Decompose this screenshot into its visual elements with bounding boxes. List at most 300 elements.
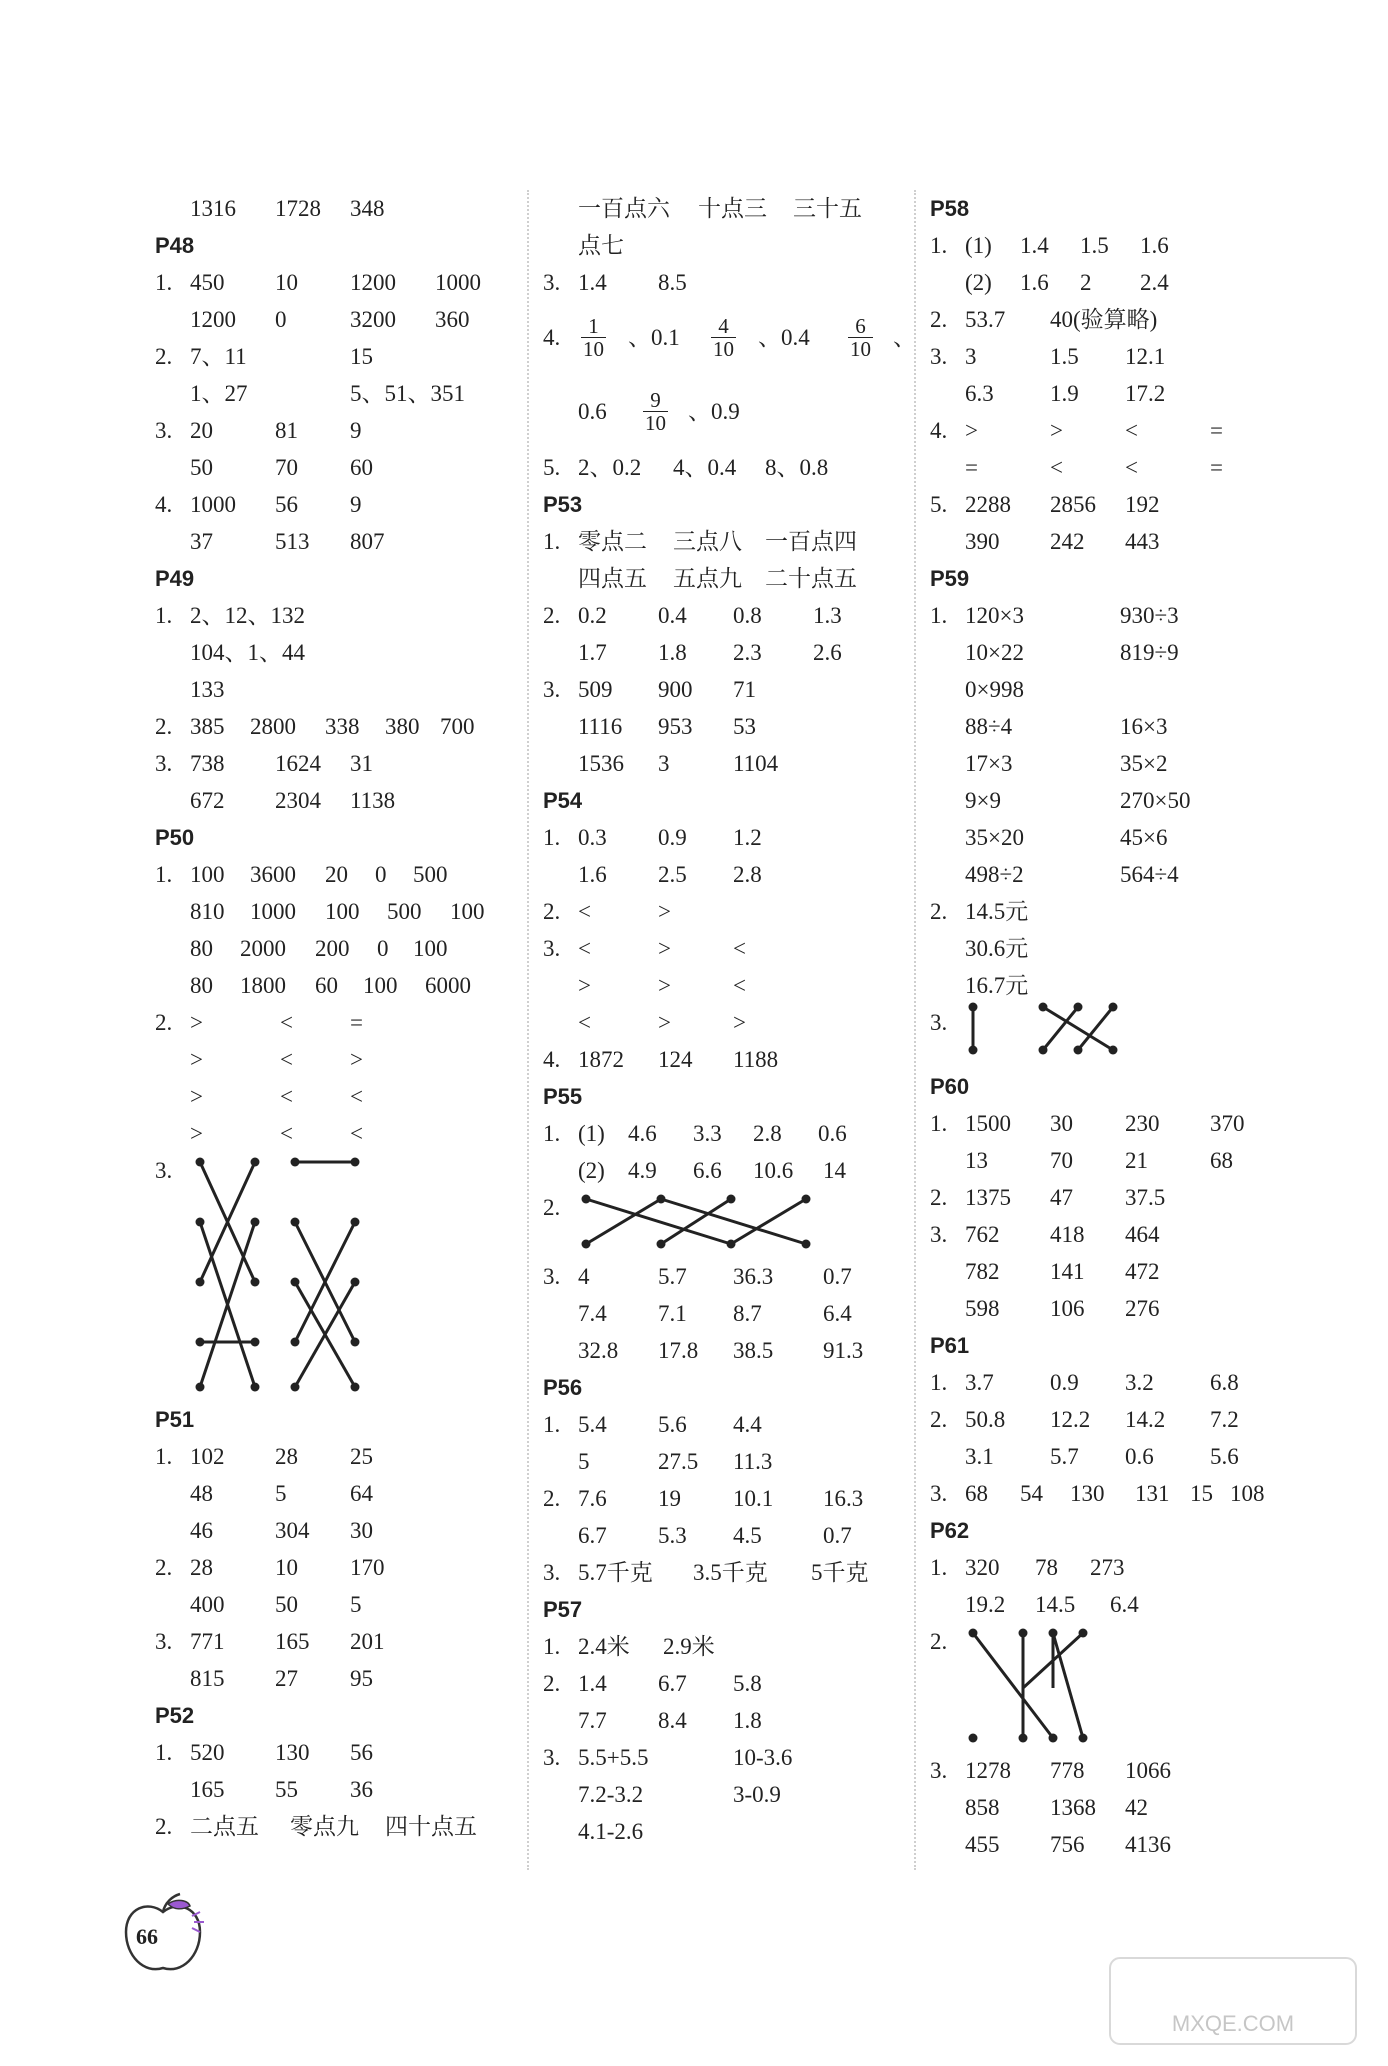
answer-value: > (658, 899, 671, 924)
page-heading: P57 (543, 1597, 583, 1622)
answer-value: 0.8 (733, 603, 762, 628)
answer-row (155, 486, 525, 523)
answer-value: 7.6 (578, 1486, 607, 1511)
answer-value: 2.8 (733, 862, 762, 887)
answer-value: 12.1 (1125, 344, 1166, 369)
question-number: 4. (543, 325, 561, 350)
match-dot (196, 1218, 205, 1227)
answer-value: 230 (1125, 1111, 1160, 1136)
question-number: 3. (543, 1745, 561, 1770)
answer-value: 7.2-3.2 (578, 1782, 644, 1807)
answer-value: 1.4 (578, 1671, 607, 1696)
answer-row (930, 1586, 1310, 1623)
answer-value: 1.4 (1020, 233, 1049, 258)
page-heading: P50 (155, 825, 195, 850)
answer-value: 819÷9 (1120, 640, 1179, 665)
answer-value: 102 (190, 1444, 225, 1469)
answer-value: 0.2 (578, 603, 607, 628)
answer-value: 242 (1050, 529, 1085, 554)
answer-value: = (965, 455, 978, 480)
answer-value: 2 (1080, 270, 1092, 295)
match-dot (351, 1278, 360, 1287)
matching-answer (543, 1189, 903, 1258)
answer-value: 35×20 (965, 825, 1024, 850)
answer-value: 0.9 (658, 825, 687, 850)
answer-value: 5.3 (658, 1523, 687, 1548)
question-number: 1. (155, 1740, 173, 1765)
match-dot (969, 1046, 978, 1055)
answer-value: 778 (1050, 1758, 1085, 1783)
answer-value: 0.7 (823, 1523, 852, 1548)
answer-value: 7、11 (190, 344, 247, 369)
page-heading: P49 (155, 566, 195, 591)
match-dot (196, 1278, 205, 1287)
answer-value: 30.6元 (965, 936, 1029, 961)
page-heading: P51 (155, 1407, 195, 1432)
answer-value: 500 (387, 899, 422, 924)
fraction (643, 389, 668, 434)
answer-value: 338 (325, 714, 360, 739)
answer-value: 360 (435, 307, 470, 332)
answer-value: 3-0.9 (733, 1782, 781, 1807)
matching-answer (155, 1152, 525, 1401)
answer-row (930, 1475, 1310, 1512)
answer-value: = (1210, 418, 1223, 443)
answer-value: 十点三 (698, 196, 767, 221)
match-dot (1039, 1046, 1048, 1055)
answer-value: = (1210, 455, 1223, 480)
m50-matching-figure (195, 1157, 385, 1392)
answer-value: 5千克 (811, 1560, 869, 1585)
answer-value: 20 (190, 418, 213, 443)
answer-value: 6.4 (1110, 1592, 1139, 1617)
answer-value: 56 (350, 1740, 373, 1765)
match-dot (1079, 1629, 1088, 1638)
answer-row (155, 412, 525, 449)
answer-value: 400 (190, 1592, 225, 1617)
answer-value: 50.8 (965, 1407, 1006, 1432)
answer-value: 0×998 (965, 677, 1024, 702)
answer-value: 1200 (190, 307, 236, 332)
answer-value: 930÷3 (1120, 603, 1179, 628)
answer-value: 320 (965, 1555, 1000, 1580)
answer-value: > (190, 1121, 203, 1146)
answer-row (543, 190, 903, 227)
answer-value: 1728 (275, 196, 321, 221)
answer-value: 11.3 (733, 1449, 773, 1474)
answer-row (155, 930, 525, 967)
question-number: 3. (930, 1758, 948, 1783)
answer-row (155, 1734, 525, 1771)
answer-value: 20 (325, 862, 348, 887)
answer-value: (2) (578, 1158, 605, 1183)
answer-value: 1104 (733, 751, 779, 776)
answer-row (155, 1808, 525, 1845)
match-dot (727, 1240, 736, 1249)
answer-value: 700 (440, 714, 475, 739)
answer-value: 70 (275, 455, 298, 480)
answer-value: 53.7 (965, 307, 1006, 332)
answer-value: 762 (965, 1222, 1000, 1247)
answer-value: < (350, 1084, 363, 1109)
answer-row (155, 856, 525, 893)
answer-value: 三十五 (793, 196, 862, 221)
answer-row (543, 634, 903, 671)
question-number: 1. (930, 603, 948, 628)
answer-row (930, 486, 1310, 523)
answer-value: 91.3 (823, 1338, 864, 1363)
question-number: 3. (155, 1158, 173, 1183)
question-number: 4. (155, 492, 173, 517)
match-dot (727, 1195, 736, 1204)
answer-row (930, 1253, 1310, 1290)
answer-value: 380 (385, 714, 420, 739)
answer-value: 5.8 (733, 1671, 762, 1696)
match-line (586, 1199, 661, 1244)
answer-value: 37.5 (1125, 1185, 1166, 1210)
answer-row (155, 634, 525, 671)
column-divider (527, 190, 529, 1870)
answer-row (543, 893, 903, 930)
answer-row (155, 893, 525, 930)
answer-value: 3 (965, 344, 977, 369)
question-number: 3. (155, 1629, 173, 1654)
apple-page-icon (118, 1890, 208, 1980)
answer-row (155, 523, 525, 560)
answer-row (930, 1549, 1310, 1586)
answer-value: < (280, 1084, 293, 1109)
answer-row (930, 1216, 1310, 1253)
answer-value: 1.7 (578, 640, 607, 665)
answer-value: 5 (350, 1592, 362, 1617)
answer-value: 31 (350, 751, 373, 776)
answer-value: 16.7元 (965, 973, 1029, 998)
answer-value: 48 (190, 1481, 213, 1506)
question-number: 3. (155, 418, 173, 443)
answer-value: 42 (1125, 1795, 1148, 1820)
answer-row (543, 523, 903, 560)
answer-value: 10.1 (733, 1486, 774, 1511)
answer-row (930, 708, 1310, 745)
question-number: 2. (930, 899, 948, 924)
question-number: 1. (543, 1121, 561, 1146)
match-dot (1109, 1046, 1118, 1055)
answer-value: 零点九 (290, 1814, 359, 1839)
answer-value: 10.6 (753, 1158, 794, 1183)
answer-value: 13 (965, 1148, 988, 1173)
answer-row (930, 819, 1310, 856)
answer-value: 68 (965, 1481, 988, 1506)
answer-row (155, 1475, 525, 1512)
answer-value: 4.1-2.6 (578, 1819, 644, 1844)
answer-row (543, 708, 903, 745)
answer-row (930, 523, 1310, 560)
answer-value: 5 (578, 1449, 590, 1474)
match-dot (1049, 1629, 1058, 1638)
question-number: 2. (155, 714, 173, 739)
answer-row (155, 1586, 525, 1623)
answer-value: 273 (1090, 1555, 1125, 1580)
answer-value: 131 (1135, 1481, 1170, 1506)
answer-row (155, 375, 525, 412)
answer-value: 1316 (190, 196, 236, 221)
answer-row (930, 1789, 1310, 1826)
answer-value: > (1050, 418, 1063, 443)
answer-value: 8.7 (733, 1301, 762, 1326)
answer-row (543, 1004, 903, 1041)
answer-row (543, 819, 903, 856)
answer-row (930, 597, 1310, 634)
answer-row (155, 597, 525, 634)
answer-value: 54 (1020, 1481, 1043, 1506)
m62-matching-figure (968, 1628, 1128, 1743)
answer-value: 1536 (578, 751, 624, 776)
answer-value: 88÷4 (965, 714, 1013, 739)
answer-value: 472 (1125, 1259, 1160, 1284)
question-number: 2. (930, 307, 948, 332)
answer-value: > (190, 1047, 203, 1072)
answer-value: 14.5元 (965, 899, 1029, 924)
answer-value: 133 (190, 677, 225, 702)
answer-value: 27 (275, 1666, 298, 1691)
answer-row (930, 967, 1310, 1004)
answer-value: 7.1 (658, 1301, 687, 1326)
answer-value: < (733, 936, 746, 961)
answer-value: 1375 (965, 1185, 1011, 1210)
match-line (661, 1199, 806, 1244)
answer-value: 1、27 (190, 381, 248, 406)
answer-value: 5.6 (658, 1412, 687, 1437)
answer-value: 5.7 (1050, 1444, 1079, 1469)
answer-value: 0.3 (578, 825, 607, 850)
answer-value: > (190, 1010, 203, 1035)
match-dot (582, 1240, 591, 1249)
question-number: 1. (543, 1634, 561, 1659)
denominator: 10 (850, 337, 871, 361)
answer-value: 1800 (240, 973, 286, 998)
answer-value: 一百点四 (765, 529, 857, 554)
answer-value: 6.3 (965, 381, 994, 406)
match-dot (251, 1218, 260, 1227)
answer-row (930, 1290, 1310, 1327)
answer-value: 27.5 (658, 1449, 699, 1474)
answer-row (543, 1739, 903, 1776)
match-dot (1074, 1003, 1083, 1012)
answer-row (543, 1813, 903, 1850)
answer-value: 38.5 (733, 1338, 774, 1363)
page-heading: P59 (930, 566, 970, 591)
answer-value: 4、0.4 (673, 455, 737, 480)
answer-value: 1624 (275, 751, 321, 776)
match-dot (291, 1383, 300, 1392)
answer-value: 1138 (350, 788, 396, 813)
answer-value: < (578, 899, 591, 924)
answer-value: 1188 (733, 1047, 779, 1072)
answer-value: 6.7 (658, 1671, 687, 1696)
answer-value: 1.4 (578, 270, 607, 295)
answer-value: 2856 (1050, 492, 1096, 517)
match-line (731, 1199, 806, 1244)
answer-value: 418 (1050, 1222, 1085, 1247)
answer-row (543, 1554, 903, 1591)
answer-row (930, 227, 1310, 264)
question-number: 2. (155, 1010, 173, 1035)
match-line (586, 1199, 731, 1244)
answer-value: 60 (315, 973, 338, 998)
answer-row (543, 745, 903, 782)
question-number: 3. (155, 751, 173, 776)
answer-row (155, 1771, 525, 1808)
answer-value: 2.8 (753, 1121, 782, 1146)
answer-row (543, 560, 903, 597)
match-line (661, 1199, 731, 1244)
answer-value: 点七 (578, 233, 624, 258)
answer-value: 672 (190, 788, 225, 813)
answer-value: 12.2 (1050, 1407, 1091, 1432)
match-dot (1109, 1003, 1118, 1012)
answer-value: 385 (190, 714, 225, 739)
answer-value: 55 (275, 1777, 298, 1802)
question-number: 3. (930, 1222, 948, 1247)
answer-value: 5.5+5.5 (578, 1745, 649, 1770)
answer-value: 10×22 (965, 640, 1024, 665)
answer-row (155, 338, 525, 375)
answer-value: 二点五 (190, 1814, 259, 1839)
match-dot (1019, 1629, 1028, 1638)
denominator: 10 (713, 337, 734, 361)
answer-value: 304 (275, 1518, 310, 1543)
answer-value: 9 (350, 418, 362, 443)
answer-value: 1500 (965, 1111, 1011, 1136)
answer-value: > (733, 1010, 746, 1035)
answer-value: 5.7千克 (578, 1560, 653, 1585)
match-dot (657, 1195, 666, 1204)
answer-value: 零点二 (578, 529, 647, 554)
answer-value: 35×2 (1120, 751, 1168, 776)
answer-value: 4136 (1125, 1832, 1171, 1857)
answer-row (543, 1258, 903, 1295)
answer-row (155, 1623, 525, 1660)
answer-value: 32.8 (578, 1338, 619, 1363)
page-heading: P52 (155, 1703, 195, 1728)
answer-value: 1.6 (578, 862, 607, 887)
page-heading: P61 (930, 1333, 970, 1358)
answer-value: 46 (190, 1518, 213, 1543)
answer-value: 53 (733, 714, 756, 739)
answer-value: < (350, 1121, 363, 1146)
answer-value: 28 (190, 1555, 213, 1580)
answer-row (543, 1115, 903, 1152)
question-number: 2. (930, 1629, 948, 1654)
answer-value: 4 (578, 1264, 590, 1289)
answer-value: 37 (190, 529, 213, 554)
match-dot (657, 1240, 666, 1249)
question-number: 1. (543, 1412, 561, 1437)
answer-value: 0.6 (578, 399, 607, 424)
answer-value: < (1125, 418, 1138, 443)
answer-value: 810 (190, 899, 225, 924)
answer-value: 10 (275, 1555, 298, 1580)
answer-value: 2304 (275, 788, 321, 813)
answer-value: 1.6 (1140, 233, 1169, 258)
answer-value: 四点五 (578, 566, 647, 591)
answer-value: 124 (658, 1047, 693, 1072)
question-number: 2. (155, 1555, 173, 1580)
question-number: 5. (930, 492, 948, 517)
fraction-answer-row (543, 375, 903, 449)
answer-row (155, 967, 525, 1004)
answer-value: 2.5 (658, 862, 687, 887)
answer-value: = (350, 1010, 363, 1035)
answer-value: < (578, 936, 591, 961)
answer-value: 120×3 (965, 603, 1024, 628)
page-heading: P54 (543, 788, 583, 813)
page-number: 66 (136, 1924, 158, 1949)
answer-value: 953 (658, 714, 693, 739)
answer-row (155, 708, 525, 745)
answer-row (543, 1702, 903, 1739)
answer-value: 1000 (250, 899, 296, 924)
answer-row (543, 1295, 903, 1332)
answer-value: 二十点五 (765, 566, 857, 591)
answer-value: 858 (965, 1795, 1000, 1820)
answer-value: 2000 (240, 936, 286, 961)
answer-value: 15 (1190, 1481, 1213, 1506)
answer-row (930, 338, 1310, 375)
answer-row (543, 449, 903, 486)
match-dot (251, 1383, 260, 1392)
answer-row (543, 227, 903, 264)
question-number: 1. (930, 1111, 948, 1136)
answer-value: 7.7 (578, 1708, 607, 1733)
answer-value: 564÷4 (1120, 862, 1179, 887)
answer-row (543, 597, 903, 634)
match-dot (582, 1195, 591, 1204)
answer-row (155, 782, 525, 819)
answer-value: 、0.9 (688, 399, 740, 424)
answer-value: 6.7 (578, 1523, 607, 1548)
answer-value: 0 (275, 307, 287, 332)
question-number: 1. (930, 1555, 948, 1580)
answer-column-3 (930, 190, 1310, 1863)
answer-row (155, 264, 525, 301)
match-dot (291, 1278, 300, 1287)
answer-value: 0.7 (823, 1264, 852, 1289)
answer-value: 0 (375, 862, 387, 887)
question-number: 2. (543, 603, 561, 628)
question-number: 3. (543, 1264, 561, 1289)
question-number: 3. (930, 1481, 948, 1506)
question-number: 1. (155, 862, 173, 887)
answer-row (155, 1549, 525, 1586)
watermark-text: MXQE.COM (1171, 2011, 1295, 2036)
answer-value: 4.9 (628, 1158, 657, 1183)
answer-value: 19 (658, 1486, 681, 1511)
question-number: 2. (930, 1407, 948, 1432)
answer-value: 200 (315, 936, 350, 961)
question-number: 4. (930, 418, 948, 443)
answer-row (543, 1041, 903, 1078)
answer-value: 0 (377, 936, 389, 961)
answer-value: 3 (658, 751, 670, 776)
answer-value: 100 (363, 973, 398, 998)
answer-row (543, 1776, 903, 1813)
answer-row (930, 1752, 1310, 1789)
match-dot (291, 1158, 300, 1167)
answer-row (155, 1078, 525, 1115)
answer-value: 5 (275, 1481, 287, 1506)
answer-row (930, 375, 1310, 412)
